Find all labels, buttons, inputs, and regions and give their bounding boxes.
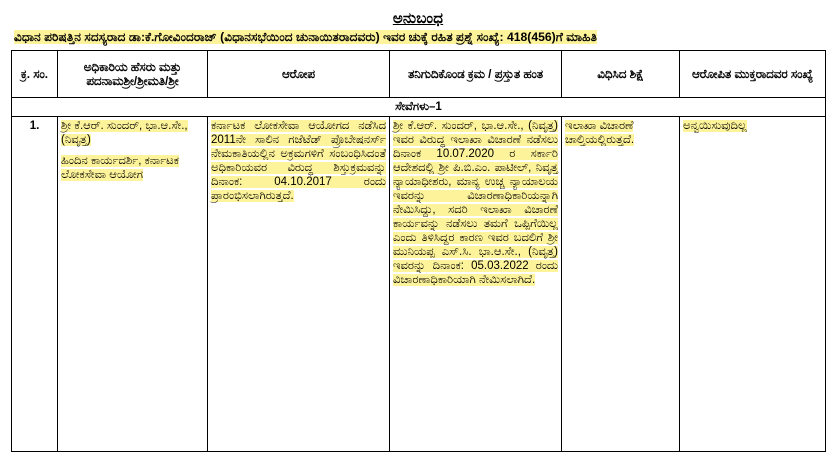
section-heading-row	[12, 98, 826, 117]
table-row	[12, 117, 826, 452]
column-header-action-taken: ತನಿಗುದಿಕೊಂಡ ಕ್ರಮ / ಪ್ರಸ್ತುತ ಹಂತ	[390, 51, 562, 98]
document-subtitle-text: ವಿಧಾನ ಪರಿಷತ್ತಿನ ಸದಸ್ಯರಾದ ಡಾ:ಕೆ.ಗೋವಿಂದರಾಜ್ (ವಿಧಾನಸಭೆಯಿಂದ ಚುನಾಯಿತರಾದವರು) ಇವರ ಚುಕ್ಕೆ ರಹಿತ ಪ್ರಶ್ನೆ ಸಂಖ್ಯೆ: 418(456)ಗೆ ಮಾಹಿತಿ	[14, 30, 597, 44]
cell-officer	[58, 117, 208, 452]
officer-designation: ಹಿಂದಿನ ಕಾರ್ಯದರ್ಶಿ, ಕರ್ನಾಟಕ ಲೋಕಸೇವಾ ಆಯೋಗ	[61, 155, 179, 182]
section-heading-label: ಸೇವೆಗಳು–1	[12, 98, 826, 117]
page-title: ಅನುಬಂಧ	[392, 10, 444, 27]
column-header-sl-no: ಕ್ರ. ಸಂ.	[12, 51, 58, 98]
table-header-row	[12, 51, 826, 98]
cell-action-taken	[390, 117, 562, 452]
cell-allegation	[208, 117, 390, 452]
information-table	[11, 50, 826, 452]
action-taken-text: ಶ್ರೀ ಕೆ.ಆರ್. ಸುಂದರ್, ಭಾ.ಆ.ಸೇ., (ನಿವೃತ್ತ) ಇವರ ವಿರುದ್ಧ ಇಲಾಖಾ ವಿಚಾರಣೆ ನಡೆಸಲು ದಿನಾಂಕ 10.07.2020 ರ ಸರ್ಕಾರಿ ಆದೇಶದಲ್ಲಿ ಶ್ರೀ ಪಿ.ಬಿ.ಎಂ. ಪಾಟೀಲ್, ನಿವೃತ್ತ ನ್ಯಾಯಾಧೀಶರು, ಮಾನ್ಯ ಉಚ್ಚ ನ್ಯಾಯಾಲಯ ಇವರನ್ನು ವಿಚಾರಣಾಧಿಕಾರಿಯನ್ನಾಗಿ ನೇಮಿಸಿದ್ದು, ಸದರಿ ಇಲಾಖಾ ವಿಚಾರಣೆ ಕಾರ್ಯವನ್ನು ನಡೆಸಲು ತಮಗೆ ಒಪ್ಪಿಗೆಯಿಲ್ಲ ಎಂದು ತಿಳಿಸಿದ್ದರ ಕಾರಣ ಇವರ ಬದಲಿಗೆ ಶ್ರೀ ಮುನಿಯಪ್ಪ ಎಸ್.ಸಿ. ಭಾ.ಆ.ಸೇ., (ನಿವೃತ್ತ) ಇವರನ್ನು ದಿನಾಂಕ: 05.03.2022 ರಂದು ವಿಚಾರಣಾಧಿಕಾರಿಯಾಗಿ ನೇಮಿಸಲಾಗಿದೆ.	[393, 120, 558, 287]
cell-exonerated	[680, 117, 826, 452]
document-subtitle	[14, 30, 826, 45]
cell-sl-no: 1.	[12, 117, 58, 452]
column-header-officer: ಅಧಿಕಾರಿಯ ಹೆಸರು ಮತ್ತು ಪದನಾಮಶ್ರೀ/ಶ್ರೀಮತಿ/ಶ್ರೀ	[58, 51, 208, 98]
punishment-text: ಇಲಾಖಾ ವಿಚಾರಣೆ ಚಾಲ್ತಿಯಲ್ಲಿರುತ್ತದೆ.	[565, 120, 635, 147]
exonerated-text: ಅನ್ವಯಿಸುವುದಿಲ್ಲ	[683, 120, 747, 133]
cell-punishment	[562, 117, 680, 452]
column-header-punishment: ವಿಧಿಸಿದ ಶಿಕ್ಷೆ	[562, 51, 680, 98]
column-header-exonerated: ಆರೋಪಿತ ಮುಕ್ತರಾದವರ ಸಂಖ್ಯೆ	[680, 51, 826, 98]
column-header-allegation: ಆರೋಪ	[208, 51, 390, 98]
allegation-text: ಕರ್ನಾಟಕ ಲೋಕಸೇವಾ ಆಯೋಗದ ನಡೆಸಿದ 2011ನೇ ಸಾಲಿನ ಗಜೆಟೆಡ್ ಪ್ರೊಬೇಷನರ್ಸ್ ನೇಮಕಾತಿಯಲ್ಲಿನ ಅಕ್ರಮಗಳಿಗೆ ಸಂಬಂಧಿಸಿದಂತೆ ಅಧಿಕಾರಿಯವರ ವಿರುದ್ಧ ಶಿಸ್ತುಕ್ರಮವನ್ನು ದಿನಾಂಕ: 04.10.2017 ರಂದು ಪ್ರಾರಂಭಿಸಲಾಗಿರುತ್ತದೆ.	[211, 120, 386, 203]
officer-name: ಶ್ರೀ ಕೆ.ಆರ್. ಸುಂದರ್, ಭಾ.ಆ.ಸೇ., (ನಿವೃತ್ತ)	[61, 120, 188, 147]
